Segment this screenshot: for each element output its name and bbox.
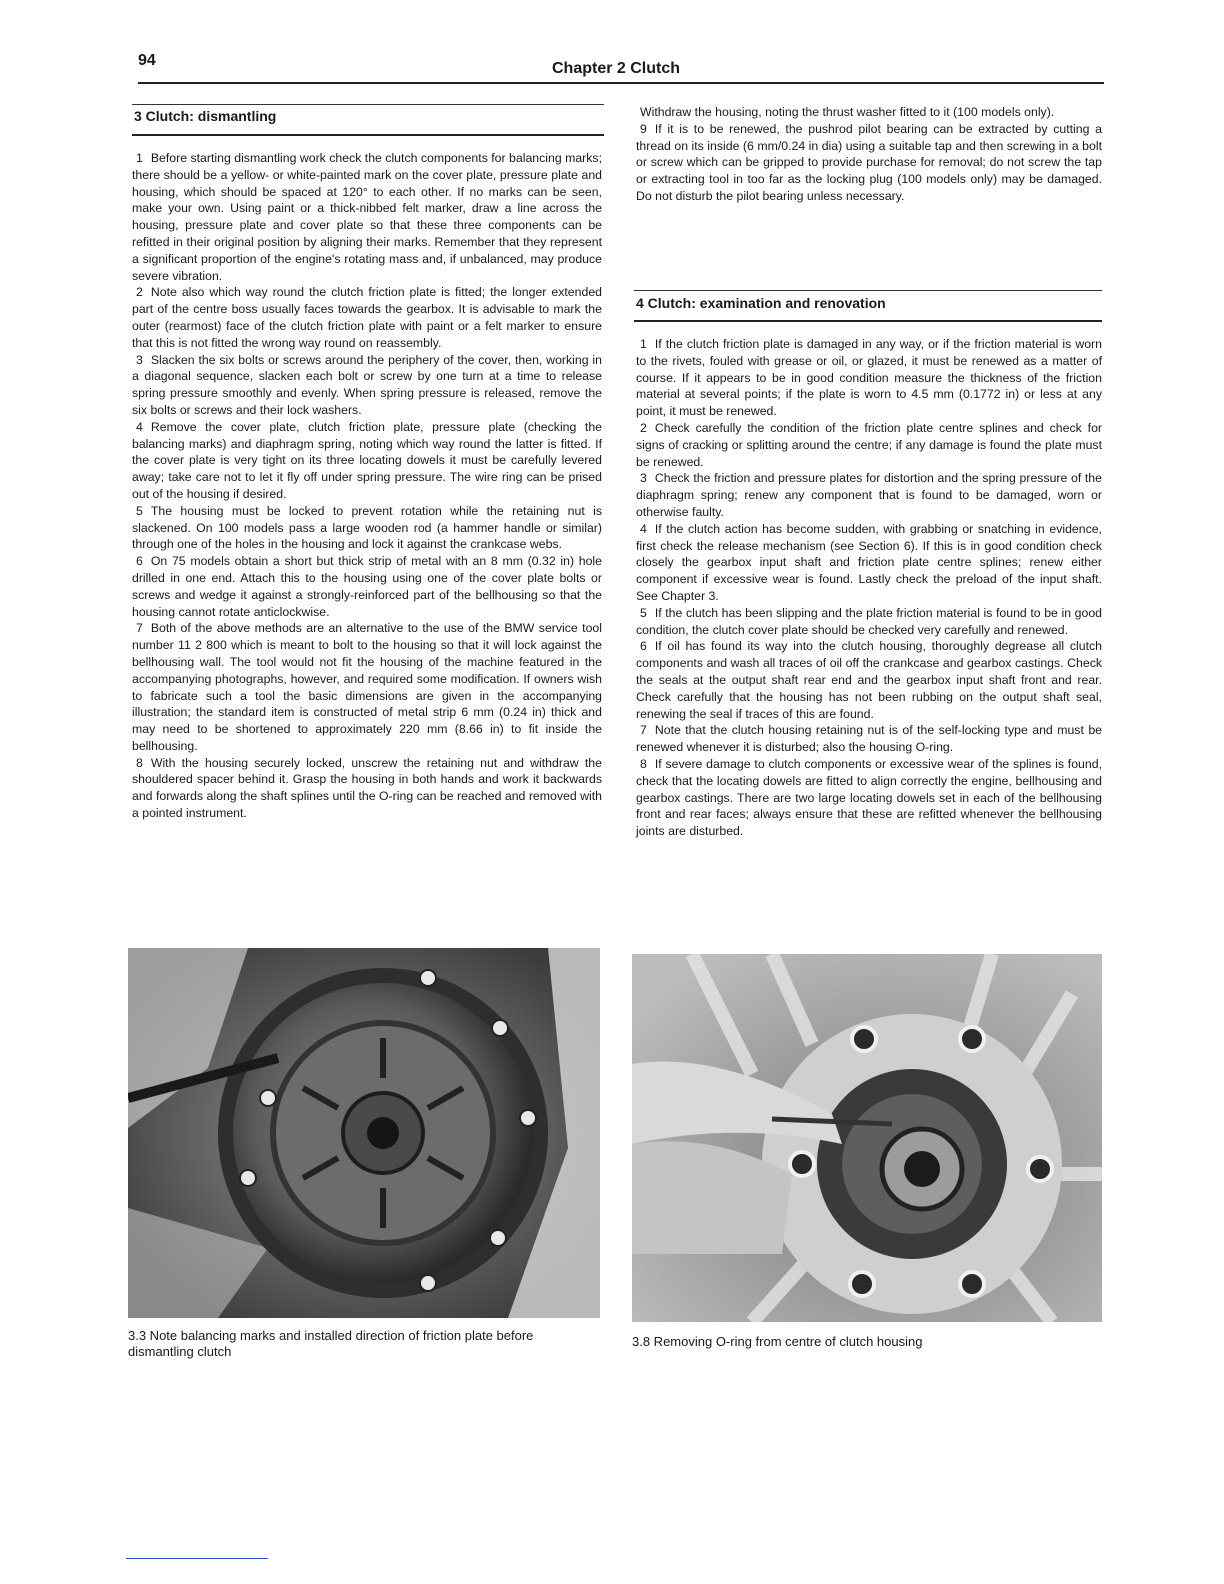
body-paragraph: [132, 620, 602, 754]
paragraph-number: 2: [136, 285, 143, 300]
clutch-cover-photo: [128, 948, 600, 1318]
paragraph-number: 7: [136, 621, 143, 636]
paragraph-number: 3: [640, 471, 647, 486]
body-paragraph: [132, 284, 602, 351]
section-4-rule-bottom: [634, 320, 1102, 322]
page-number: 94: [138, 52, 156, 69]
section-3-rule-top: [132, 104, 604, 105]
section-3-continuation: [636, 104, 1102, 205]
body-paragraph: [636, 605, 1102, 639]
paragraph-text: Note that the clutch housing retaining nut is of the self-locking type and must be renewed whenever it is disturbed; also the housing O-ring.: [636, 723, 1102, 755]
body-paragraph: [132, 553, 602, 620]
body-paragraph: [636, 722, 1102, 756]
paragraph-text: If oil has found its way into the clutch housing, thoroughly degrease all clutch components and wash all traces of oil off the crankcase and gearbox castings. Check the seals at the output shaft rear end and the gearbox input shaft front and rear. Check carefully that the housing has not been rubbing on the output shaft seal, renewing the seal if traces of this are found.: [636, 639, 1102, 721]
body-paragraph: [132, 419, 602, 503]
paragraph-number: 1: [136, 151, 143, 165]
body-paragraph: [636, 104, 1102, 121]
body-paragraph: [636, 638, 1102, 722]
section-3-rule-bottom: [132, 134, 604, 136]
paragraph-number: 2: [640, 420, 647, 435]
section-4-body: [636, 336, 1102, 840]
paragraph-number: 8: [136, 755, 143, 770]
paragraph-text: If it is to be renewed, the pushrod pilot bearing can be extracted by cutting a thread on its inside (6 mm/0.24 in dia) using a suitable tap and then screwing in a bolt or screw which can be gripped to provide purchase for removal; do not screw the tap or extracting tool in too far as the locking plug (100 models only) may be damaged. Do not disturb the pilot bearing unless necessary.: [636, 121, 1102, 203]
paragraph-number: 7: [640, 723, 647, 738]
footer-rule: [126, 1558, 268, 1559]
paragraph-text: Both of the above methods are an alternative to the use of the BMW service tool number 11 2 800 which is meant to bolt to the housing so that it will lock against the bellhousing wall. The tool would not fit the housing of the machine featured in the accompanying photographs, however, and required some modification. If owners wish to fabricate such a tool the basic dimensions are given in the accompanying illustration; the standard item is constructed of metal strip 6 mm (0.24 in) thick and may need to be shortened to approximately 220 mm (8.66 in) to fit inside the bellhousing.: [132, 621, 602, 753]
paragraph-text: Withdraw the housing, noting the thrust washer fitted to it (100 models only).: [640, 105, 1055, 119]
paragraph-number: 4: [640, 521, 647, 536]
section-3-title: 3 Clutch: dismantling: [134, 108, 277, 124]
body-paragraph: [636, 121, 1102, 205]
left-figure-caption: 3.3 Note balancing marks and installed direction of friction plate before dismantling clutch: [128, 1328, 534, 1359]
paragraph-number: 8: [640, 756, 647, 771]
body-paragraph: [636, 336, 1102, 420]
paragraph-text: If the clutch action has become sudden, with grabbing or snatching in evidence, first check the release mechanism (see Section 6). If this is in good condition check closely the gearbox input shaft and friction plate centre splines; renew either component if excessive wear is found. Lastly check the preload of the input shaft. See Chapter 3.: [636, 521, 1102, 603]
paragraph-number: 4: [136, 419, 143, 434]
header-rule: [138, 82, 1104, 84]
paragraph-text: The housing must be locked to prevent rotation while the retaining nut is slackened. On 100 models pass a large wooden rod (a hammer handle or similar) through one of the holes in the housing and lock it against the crankcase webs.: [132, 503, 602, 552]
section-3-body: [132, 150, 602, 822]
paragraph-number: 1: [640, 337, 647, 351]
paragraph-number: 3: [136, 352, 143, 367]
paragraph-text: Check carefully the condition of the friction plate centre splines and check for signs of cracking or splitting around the centre; if any damage is found the plate must be renewed.: [636, 420, 1102, 469]
paragraph-text: Check the friction and pressure plates for distortion and the spring pressure of the diaphragm spring; renew any component that is found to be damaged, worn or otherwise faulty.: [636, 471, 1102, 519]
right-figure-caption: 3.8 Removing O-ring from centre of clutch housing: [632, 1334, 923, 1349]
paragraph-text: If the clutch friction plate is damaged in any way, or if the friction material is worn to the rivets, fouled with grease or oil, or glazed, it must be renewed as a matter of course. If it appears to be in good condition measure the thickness of the friction material at several points; if the plate is worn to 4.5 mm (0.1772 in) or less at any point, it must be renewed.: [636, 337, 1102, 419]
body-paragraph: [636, 420, 1102, 470]
paragraph-text: If severe damage to clutch components or excessive wear of the splines is found, check that the locating dowels are fitted to align correctly the engine, bellhousing and gearbox castings. There are two large locating dowels set in each of the bellhousing front and rear faces; always ensure that these are refitted whenever the bellhousing joints are disturbed.: [636, 756, 1102, 839]
paragraph-number: 5: [136, 503, 143, 518]
paragraph-number: 9: [640, 121, 647, 136]
paragraph-number: 5: [640, 605, 647, 620]
section-4-title: 4 Clutch: examination and renovation: [636, 295, 886, 311]
clutch-housing-photo: [632, 954, 1102, 1322]
body-paragraph: [636, 756, 1102, 840]
paragraph-number: 6: [136, 554, 143, 569]
body-paragraph: [132, 352, 602, 419]
paragraph-number: 6: [640, 639, 647, 654]
paragraph-text: Slacken the six bolts or screws around the periphery of the cover, then, working in a diagonal sequence, slacken each bolt or screw by one turn at a time to release spring pressure smoothly and evenly. When spring pressure is released, remove the six bolts or screws and their lock washers.: [132, 352, 602, 417]
body-paragraph: [636, 521, 1102, 605]
body-paragraph: [132, 503, 602, 553]
body-paragraph: [132, 755, 602, 822]
paragraph-text: Remove the cover plate, clutch friction plate, pressure plate (checking the balancing marks) and diaphragm spring, noting which way round the latter is fitted. If the cover plate is very tight on its three locating dowels it must be carefully levered away; take care not to let it fly off under spring pressure. The wire ring can be prised out of the housing if desired.: [132, 419, 602, 501]
paragraph-text: On 75 models obtain a short but thick strip of metal with an 8 mm (0.32 in) hole drilled in one end. Attach this to the housing using one of the cover plate bolts or screws and wedge it against a strongly-reinforced part of the bellhousing so that the housing cannot rotate anticlockwise.: [132, 554, 602, 619]
paragraph-text: If the clutch has been slipping and the plate friction material is found to be in good condition, the clutch cover plate should be checked very carefully and renewed.: [636, 605, 1102, 637]
section-4-rule-top: [634, 290, 1102, 291]
chapter-title: Chapter 2 Clutch: [552, 60, 681, 77]
body-paragraph: [636, 470, 1102, 520]
paragraph-text: Note also which way round the clutch friction plate is fitted; the longer extended part of the centre boss usually faces towards the gearbox. It is advisable to mark the outer (rearmost) face of the clutch friction plate with paint or a felt marker to ensure that this is not fitted the wrong way round on reassembly.: [132, 285, 602, 350]
paragraph-text: With the housing securely locked, unscrew the retaining nut and withdraw the shouldered spacer behind it. Grasp the housing in both hands and work it backwards and forwards along the shaft splines until the O-ring can be reached and removed with a pointed instrument.: [132, 755, 602, 821]
body-paragraph: [132, 150, 602, 284]
paragraph-text: Before starting dismantling work check the clutch components for balancing marks; there should be a yellow- or white-painted mark on the cover plate, pressure plate and housing, which should be spaced at 120° to each other. If no marks can be seen, make your own. Using paint or a thick-nibbed felt marker, draw a line across the housing, pressure plate and cover plate so that these three components can be refitted in their original position by aligning their marks. Remember that they represent a significant proportion of the engine's rotating mass and, if unbalanced, may produce severe vibration.: [132, 151, 602, 283]
